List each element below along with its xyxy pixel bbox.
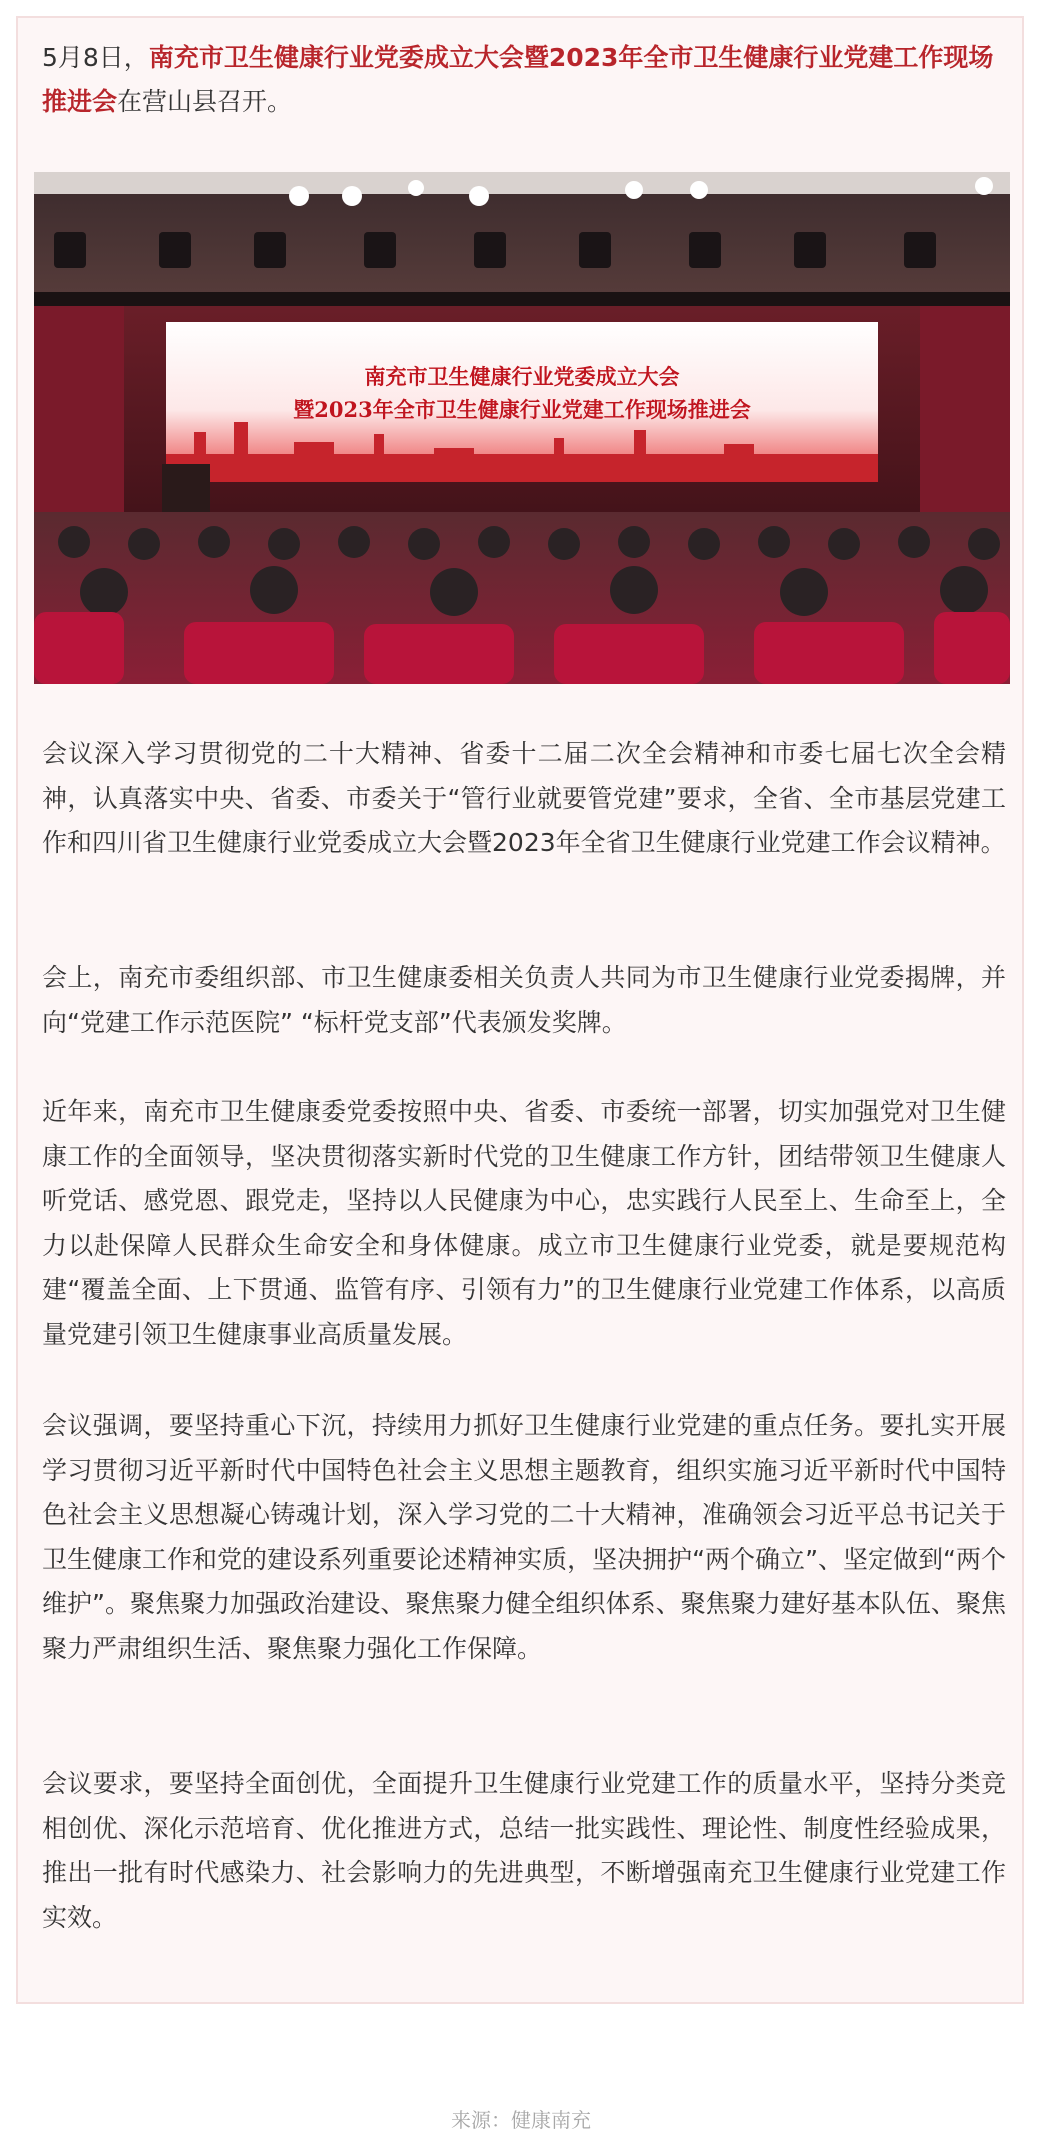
body-paragraph-3: 近年来，南充市卫生健康委党委按照中央、省委、市委统一部署，切实加强党对卫生健康工作的全面领导，坚决贯彻落实新时代党的卫生健康工作方针，团结带领卫生健康人听党话、感党恩、跟党走，坚持以人民健康为中心，忠实践行人民至上、生命至上，全力以赴保障人民群众生命安全和身体健康。成立市卫生健康行业党委，就是要规范构建“覆盖全面、上下贯通、监管有序、引领有力”的卫生健康行业党建工作体系，以高质量党建引领卫生健康事业高质量发展。 [42, 1097, 1006, 1349]
body-paragraph-5: 会议要求，要坚持全面创优，全面提升卫生健康行业党建工作的质量水平，坚持分类竞相创优、深化示范培育、优化推进方式，总结一批实践性、理论性、制度性经验成果，推出一批有时代感染力、社会影响力的先进典型，不断增强南充卫生健康行业党建工作实效。 [42, 1769, 1006, 1932]
article-source: 来源：健康南充 [451, 2108, 591, 2132]
lead-date: 5月8日， [42, 43, 149, 72]
body-paragraph-4: 会议强调，要坚持重心下沉，持续用力抓好卫生健康行业党建的重点任务。要扎实开展学习贯彻习近平新时代中国特色社会主义思想主题教育，组织实施习近平新时代中国特色社会主义思想凝心铸魂计划，深入学习党的二十大精神，准确领会习近平总书记关于卫生健康工作和党的建设系列重要论述精神实质，坚决拥护“两个确立”、坚定做到“两个维护”。聚焦聚力加强政治建设、聚焦聚力健全组织体系、聚焦聚力建好基本队伍、聚焦聚力严肃组织生活、聚焦聚力强化工作保障。 [42, 1411, 1006, 1663]
body-paragraph-1: 会议深入学习贯彻党的二十大精神、省委十二届二次全会精神和市委七届七次全会精神，认真落实中央、省委、市委关于“管行业就要管党建”要求，全省、全市基层党建工作和四川省卫生健康行业党委成立大会暨2023年全省卫生健康行业党建工作会议精神。 [42, 739, 1006, 858]
article-card [16, 16, 1024, 2004]
banner-line-2: 暨2023年全市卫生健康行业党建工作现场推进会 [293, 397, 751, 422]
lead-location: 在营山县召开。 [117, 87, 293, 116]
lead-paragraph [42, 36, 1006, 124]
body-paragraph-2: 会上，南充市委组织部、市卫生健康委相关负责人共同为市卫生健康行业党委揭牌，并向“党建工作示范医院” “标杆党支部”代表颁发奖牌。 [42, 963, 1006, 1037]
meeting-photo [34, 172, 1010, 684]
banner-line-1: 南充市卫生健康行业党委成立大会 [364, 364, 680, 389]
lead-event-title: 南充市卫生健康行业党委成立大会暨2023年全市卫生健康行业党建工作现场推进会 [42, 43, 994, 116]
